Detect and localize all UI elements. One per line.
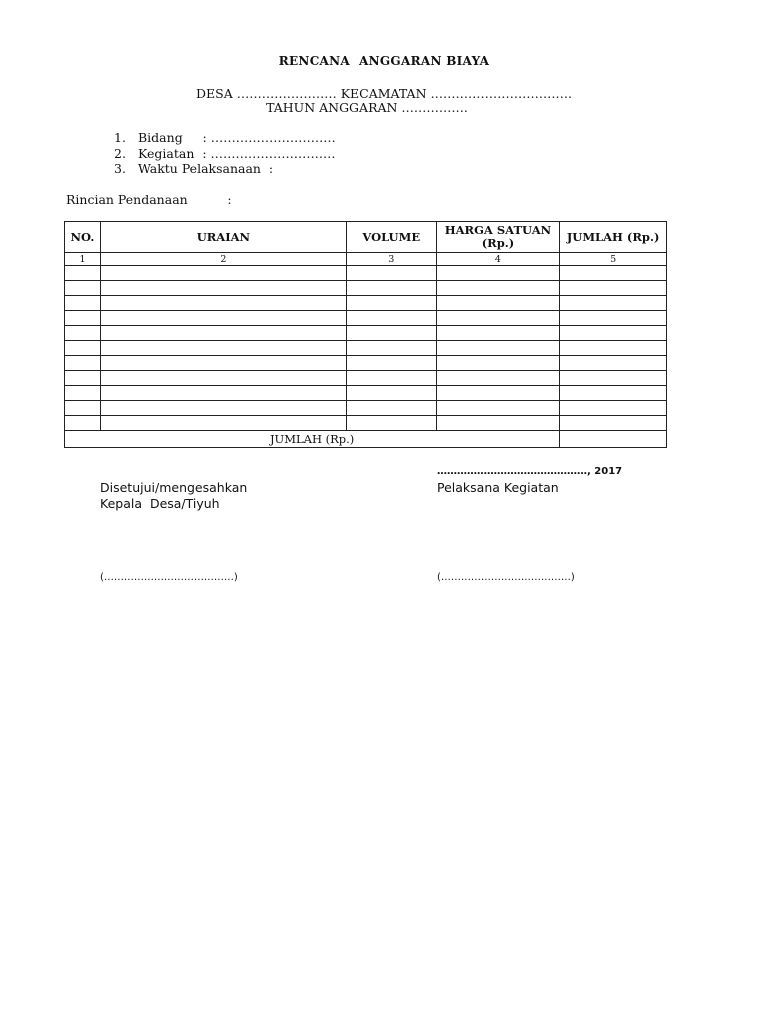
table-row [65,416,667,431]
budget-table [64,221,667,448]
table-cell[interactable] [65,326,101,341]
table-cell[interactable] [560,281,667,296]
col-header-jumlah: JUMLAH (Rp.) [560,222,667,253]
table-cell[interactable] [65,266,101,281]
table-cell[interactable] [65,341,101,356]
list-item-bidang [114,130,336,145]
table-cell[interactable] [436,266,560,281]
table-cell[interactable] [100,341,346,356]
list-number: 1. [114,130,126,145]
desa-kecamatan-line: DESA …………………… KECAMATAN ……………………………. [196,86,572,101]
table-cell[interactable] [65,386,101,401]
table-cell[interactable] [560,296,667,311]
table-cell[interactable] [65,296,101,311]
rincian-pendanaan-label: Rincian Pendanaan : [66,192,232,207]
table-row [65,401,667,416]
table-cell[interactable] [100,296,346,311]
table-cell[interactable] [65,416,101,431]
table-cell[interactable] [346,371,436,386]
table-row [65,281,667,296]
executor-name-placeholder: (…………………………………) [437,572,575,583]
table-cell[interactable] [346,311,436,326]
signature-date: ………………………………………, 2017 [437,466,623,477]
column-number: 3 [346,253,436,266]
table-cell[interactable] [100,356,346,371]
table-row [65,371,667,386]
executor-title: Pelaksana Kegiatan [437,480,559,495]
table-cell[interactable] [65,356,101,371]
table-cell[interactable] [436,311,560,326]
table-cell[interactable] [346,281,436,296]
approver-name-placeholder: (…………………………………) [100,572,238,583]
col-header-volume: VOLUME [346,222,436,253]
table-cell[interactable] [65,401,101,416]
table-cell[interactable] [100,371,346,386]
table-cell[interactable] [436,356,560,371]
table-cell[interactable] [346,356,436,371]
table-row [65,356,667,371]
approver-title-line-1: Disetujui/mengesahkan [100,480,248,495]
table-cell[interactable] [436,296,560,311]
table-cell[interactable] [436,386,560,401]
list-text: Waktu Pelaksanaan : [138,161,274,176]
column-number: 5 [560,253,667,266]
table-row [65,386,667,401]
total-value-cell[interactable] [560,431,667,448]
column-number: 4 [436,253,560,266]
table-cell[interactable] [346,326,436,341]
table-cell[interactable] [100,386,346,401]
table-cell[interactable] [560,386,667,401]
table-cell[interactable] [346,266,436,281]
table-cell[interactable] [346,401,436,416]
table-cell[interactable] [100,401,346,416]
table-row [65,326,667,341]
table-cell[interactable] [100,311,346,326]
table-cell[interactable] [436,416,560,431]
table-cell[interactable] [65,371,101,386]
table-row [65,296,667,311]
list-item-waktu [114,161,273,176]
table-cell[interactable] [436,341,560,356]
total-row [65,431,667,448]
table-cell[interactable] [65,281,101,296]
table-cell[interactable] [346,341,436,356]
table-row [65,341,667,356]
column-number: 2 [100,253,346,266]
table-cell[interactable] [346,416,436,431]
list-number: 2. [114,146,126,161]
table-cell[interactable] [346,296,436,311]
table-cell[interactable] [560,326,667,341]
document-title: RENCANA ANGGARAN BIAYA [278,54,490,68]
table-cell[interactable] [346,386,436,401]
table-cell[interactable] [436,281,560,296]
col-header-harga-satuan [436,222,560,253]
table-cell[interactable] [436,371,560,386]
table-cell[interactable] [560,266,667,281]
total-label: JUMLAH (Rp.) [65,431,560,448]
table-cell[interactable] [100,326,346,341]
harga-line-1: HARGA SATUAN [444,223,552,237]
table-row [65,311,667,326]
table-cell[interactable] [560,311,667,326]
col-header-uraian: URAIAN [100,222,346,253]
tahun-anggaran-line: TAHUN ANGGARAN ……………. [266,100,468,115]
table-cell[interactable] [100,266,346,281]
table-cell[interactable] [560,356,667,371]
table-cell[interactable] [436,401,560,416]
table-header-row [65,222,667,253]
table-cell[interactable] [560,401,667,416]
table-cell[interactable] [436,326,560,341]
table-cell[interactable] [560,371,667,386]
list-number: 3. [114,161,126,176]
table-cell[interactable] [65,311,101,326]
column-number-row [65,253,667,266]
approver-title-line-2: Kepala Desa/Tiyuh [100,496,220,511]
list-text: Bidang : ………………………… [138,130,336,145]
table-cell[interactable] [560,416,667,431]
table-cell[interactable] [560,341,667,356]
list-text: Kegiatan : ………………………… [138,146,336,161]
harga-line-2: (Rp.) [481,236,515,250]
table-cell[interactable] [100,281,346,296]
table-cell[interactable] [100,416,346,431]
list-item-kegiatan [114,146,336,161]
column-number: 1 [65,253,101,266]
table-row [65,266,667,281]
col-header-no: NO. [65,222,101,253]
